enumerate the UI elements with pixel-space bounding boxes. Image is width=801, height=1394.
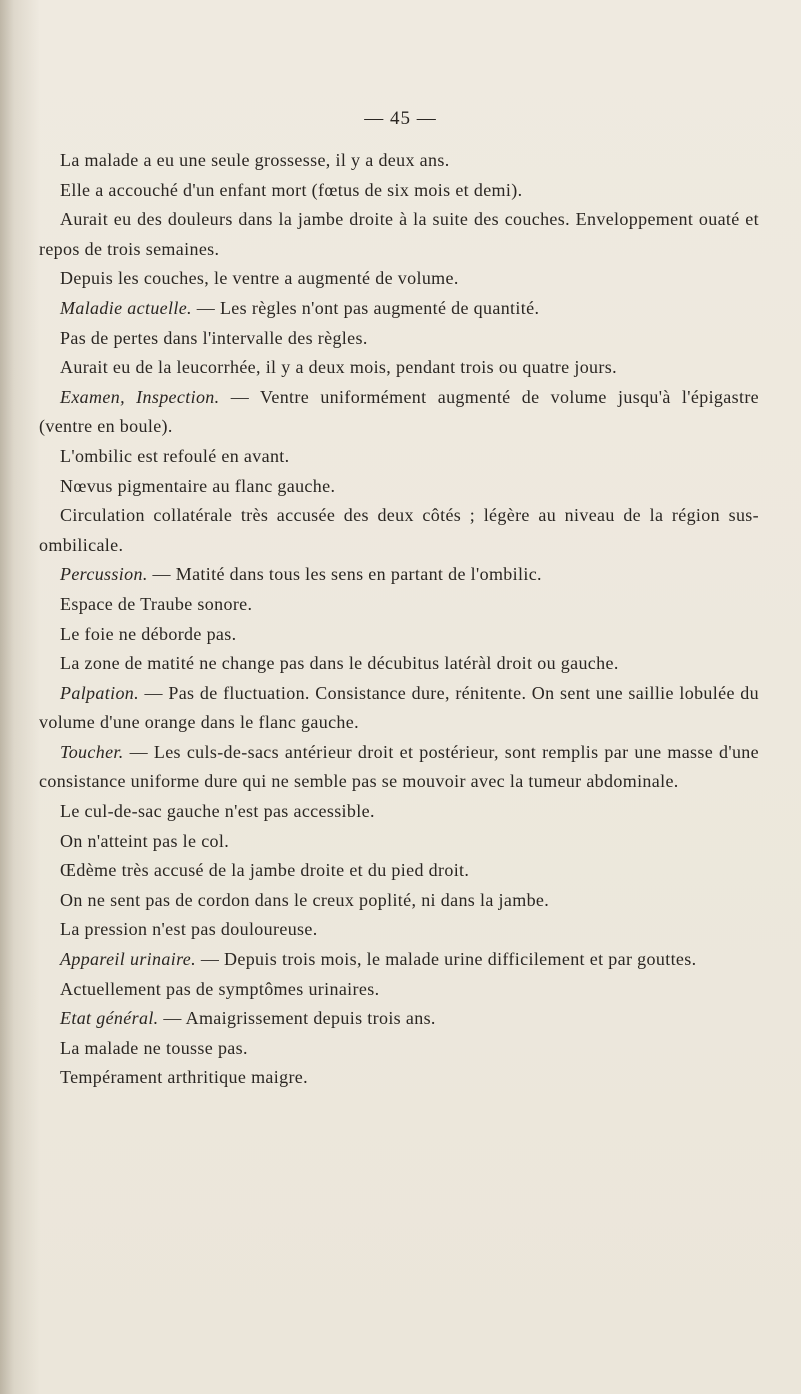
paragraph-text: La malade ne tousse pas. [60,1037,248,1058]
paragraph-text: Pas de pertes dans l'intervalle des règles. [60,327,368,348]
section-heading: Appareil urinaire. [60,949,196,970]
paragraph [39,353,759,383]
paragraph [39,886,759,916]
paragraph-text: Elle a accouché d'un enfant mort (fœtus de six mois et demi). [60,179,523,200]
section-heading: Toucher. [60,741,124,762]
section-heading: Etat général. [60,1008,159,1029]
paragraph [39,1034,759,1064]
paragraph [39,264,759,294]
paragraph-text: — Depuis trois mois, le malade urine difficilement et par gouttes. [195,949,697,970]
paragraph-text: — Ventre uniformément augmenté de volume jusqu'à l'épigastre (ventre en boule). [39,386,759,437]
paragraph [39,1063,759,1093]
paragraph-text: Le foie ne déborde pas. [60,623,237,644]
paragraph-text: Le cul-de-sac gauche n'est pas accessible. [60,801,375,822]
paragraph [39,856,759,886]
section-heading: Palpation. [60,682,139,703]
paragraph [39,827,759,857]
paragraph-text: Aurait eu de la leucorrhée, il y a deux mois, pendant trois ou quatre jours. [60,357,617,378]
paragraph [39,975,759,1005]
paragraph-text: La malade a eu une seule grossesse, il y a deux ans. [60,150,450,170]
section-paragraph [39,679,759,738]
paragraph [39,590,759,620]
paragraph-text: Œdème très accusé de la jambe droite et du pied droit. [60,860,470,881]
paragraph [39,176,759,206]
paragraph [39,620,759,650]
section-heading: Maladie actuelle. [60,297,192,318]
section-paragraph [39,383,759,442]
paragraph-text: La zone de matité ne change pas dans le décubitus latéràl droit ou gauche. [60,653,619,674]
paragraph [39,915,759,945]
page-number: — 45 — [364,108,437,129]
section-paragraph [39,945,759,975]
paragraph-text: La pression n'est pas douloureuse. [60,919,318,940]
paragraph-text: On n'atteint pas le col. [60,830,230,851]
paragraph [39,501,759,560]
paragraph-text: Nœvus pigmentaire au flanc gauche. [60,475,336,496]
paragraph-text: L'ombilic est refoulé en avant. [60,445,290,466]
paragraph-text: Aurait eu des douleurs dans la jambe droite à la suite des couches. Enveloppement ouaté et repos de trois semaines. [39,209,759,259]
paragraph-text: Depuis les couches, le ventre a augmenté de volume. [60,268,459,289]
paragraph [39,442,759,472]
paragraph [39,649,759,679]
section-heading: Percussion. [60,564,148,585]
section-paragraph [39,294,759,324]
section-paragraph [39,560,759,590]
paragraph-text: — Amaigrissement depuis trois ans. [158,1008,436,1029]
section-paragraph [39,738,759,797]
paragraph-text: — Matité dans tous les sens en partant de l'ombilic. [147,564,542,585]
body-text [39,146,759,1093]
section-paragraph [39,1004,759,1034]
paragraph-text: — Pas de fluctuation. Consistance dure, rénitente. On sent une saillie lobulée du volume d'une orange dans le flanc gauche. [39,682,759,733]
paragraph-text: On ne sent pas de cordon dans le creux poplité, ni dans la jambe. [60,889,550,910]
paragraph [39,472,759,502]
paragraph-text: Espace de Traube sonore. [60,593,253,614]
paragraph-text: Circulation collatérale très accusée des deux côtés ; légère au niveau de la région sus-ombilicale. [39,505,759,555]
paragraph-text: Tempérament arthritique maigre. [60,1067,308,1088]
paragraph [39,324,759,354]
paragraph-text: Actuellement pas de symptômes urinaires. [60,978,380,999]
paragraph [39,146,759,176]
section-heading: Examen, Inspection. [60,386,220,407]
paragraph-text: — Les culs-de-sacs antérieur droit et postérieur, sont remplis par une masse d'une consistance uniforme dure qui ne semble pas se mouvoir avec la tumeur abdominale. [39,741,759,792]
paragraph [39,797,759,827]
paragraph [39,205,759,264]
paragraph-text: — Les règles n'ont pas augmenté de quantité. [191,297,540,318]
